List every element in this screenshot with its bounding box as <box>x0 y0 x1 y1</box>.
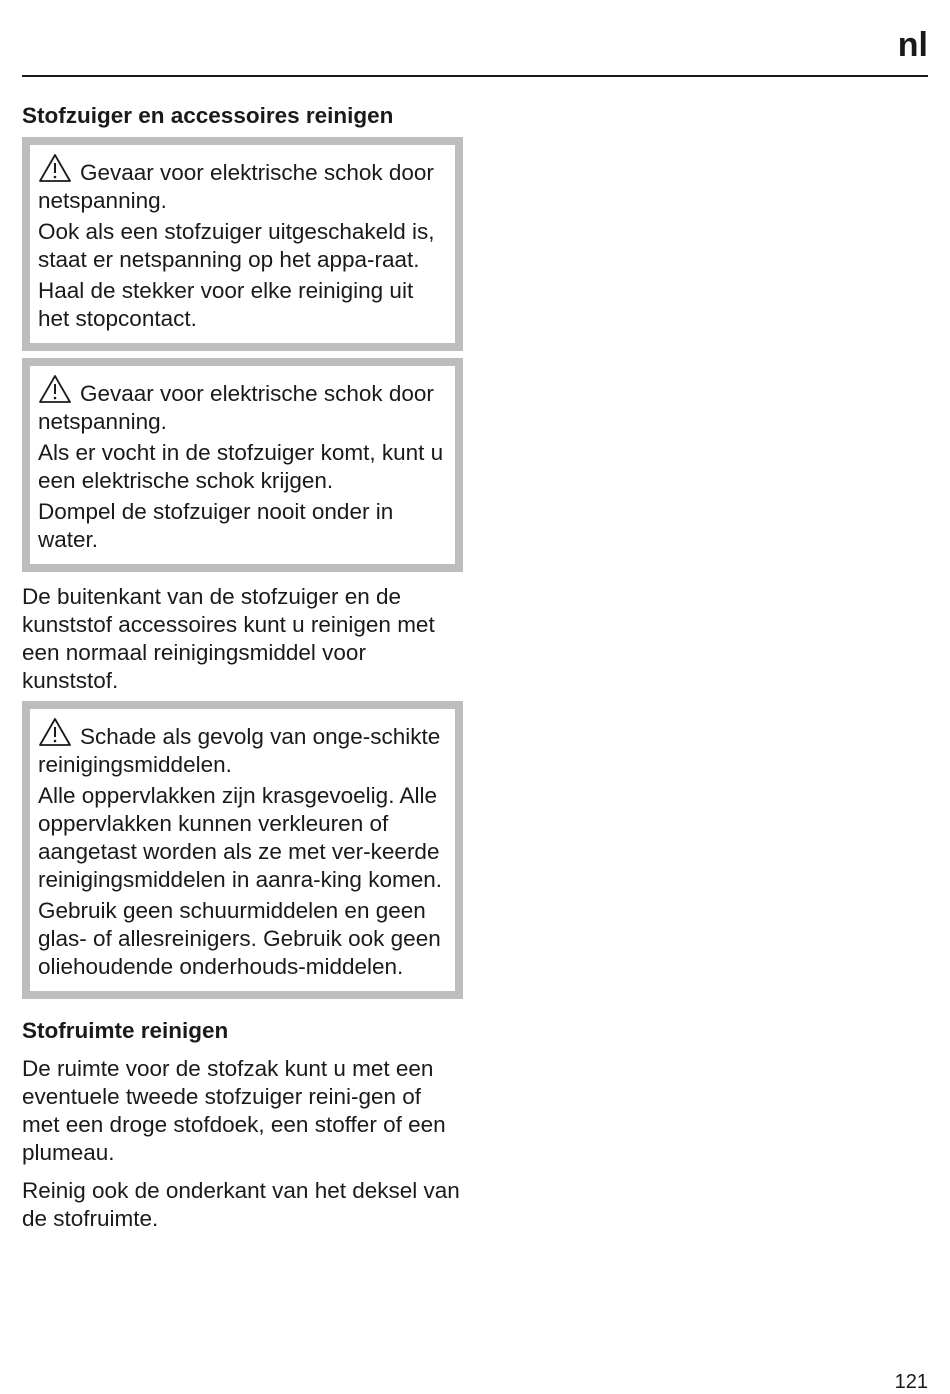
warning-triangle-icon <box>38 717 72 747</box>
content-column <box>22 100 463 1233</box>
body-paragraph: Reinig ook de onderkant van het deksel van de stofruimte. <box>22 1178 460 1231</box>
warning-text: Haal de stekker voor elke reiniging uit het stopcontact. <box>38 278 414 331</box>
warning-triangle-icon <box>38 374 72 404</box>
warning-title: Gevaar voor elektrische schok door netspanning. <box>38 160 434 213</box>
warning-text: Ook als een stofzuiger uitgeschakeld is, staat er netspanning op het appa-raat. <box>38 219 435 272</box>
warning-text: Alle oppervlakken zijn krasgevoelig. Alle oppervlakken kunnen verkleuren of aangetast worden als ze met ver-keerde reinigingsmiddelen in aanra-king komen. <box>38 783 442 892</box>
warning-box <box>22 137 463 351</box>
warning-text: Dompel de stofzuiger nooit onder in water. <box>38 499 394 552</box>
language-code: nl <box>897 26 928 64</box>
warning-box <box>22 701 463 999</box>
warning-box <box>22 358 463 572</box>
header-rule <box>22 75 928 77</box>
body-paragraph: De buitenkant van de stofzuiger en de kunststof accessoires kunt u reinigen met een normaal reinigingsmiddel voor kunststof. <box>22 584 435 693</box>
warning-triangle-icon <box>38 153 72 183</box>
warning-title: Gevaar voor elektrische schok door netspanning. <box>38 381 434 434</box>
warning-text: Gebruik geen schuurmiddelen en geen glas- of allesreinigers. Gebruik ook geen oliehoudende onderhouds-middelen. <box>38 898 441 979</box>
section-heading: Stofruimte reinigen <box>22 1018 229 1043</box>
warning-title: Schade als gevolg van onge-schikte reinigingsmiddelen. <box>38 724 441 777</box>
page-number: 121 <box>894 1371 928 1393</box>
warning-text: Als er vocht in de stofzuiger komt, kunt u een elektrische schok krijgen. <box>38 440 444 493</box>
body-paragraph: De ruimte voor de stofzak kunt u met een eventuele tweede stofzuiger reini-gen of met een droge stofdoek, een stoffer of een plumeau. <box>22 1056 446 1165</box>
section-heading: Stofzuiger en accessoires reinigen <box>22 103 394 128</box>
